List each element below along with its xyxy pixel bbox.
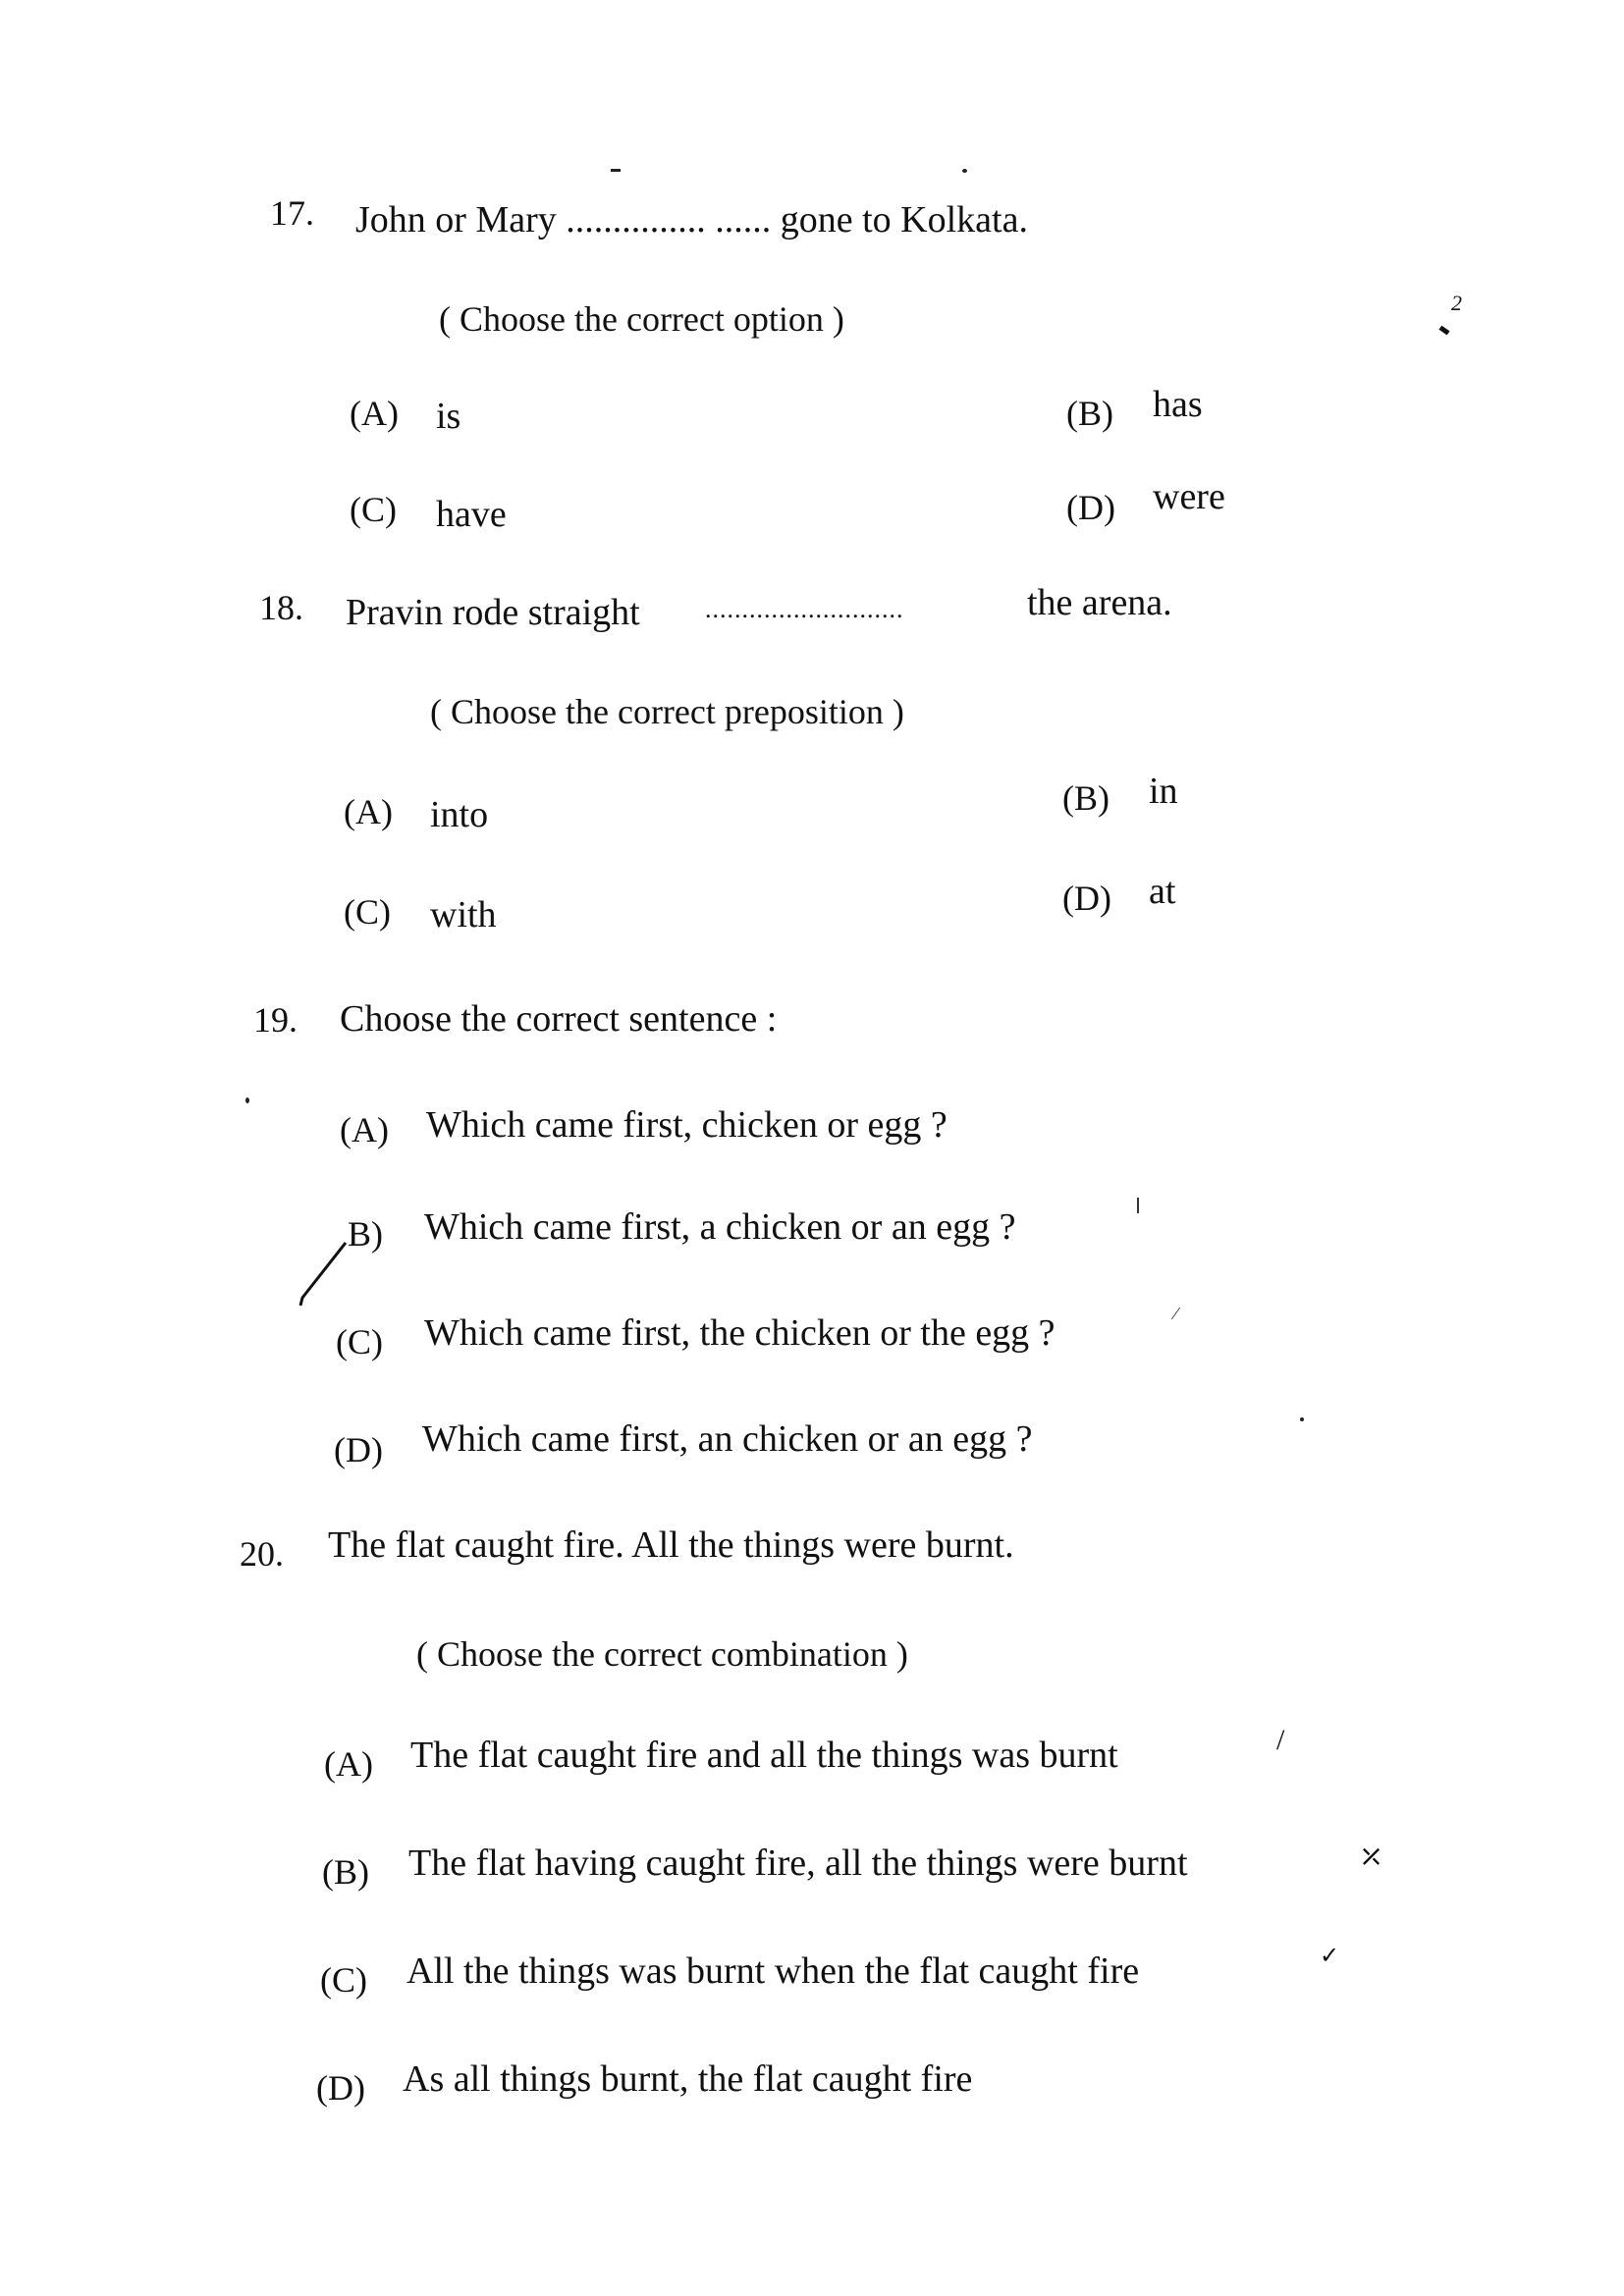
option-label: (B) <box>322 1852 369 1892</box>
handwritten-cross-icon: ⤫ <box>1359 1841 1384 1873</box>
pencil-mark: ⁄ <box>1174 1304 1178 1323</box>
option-text: with <box>430 894 497 935</box>
question-text: Choose the correct sentence : <box>340 998 778 1040</box>
option-label: (C) <box>344 892 391 932</box>
option-label: (A) <box>324 1744 373 1784</box>
question-number: 19. <box>253 1000 298 1040</box>
answer-blank: ........................... <box>705 595 904 623</box>
option-label: (A) <box>350 394 399 433</box>
pencil-mark <box>1137 1198 1139 1213</box>
option-label: (D) <box>1066 488 1115 527</box>
option-text: in <box>1149 771 1178 812</box>
option-text: The flat having caught fire, all the things were burnt <box>408 1842 1188 1884</box>
question-text-before: Pravin rode straight <box>346 592 640 633</box>
scan-speck <box>962 169 967 173</box>
option-text: The flat caught fire and all the things was burnt <box>410 1735 1118 1776</box>
option-text: has <box>1153 384 1203 425</box>
option-text: All the things was burnt when the flat caught fire <box>406 1950 1140 1992</box>
question-number: 20. <box>240 1534 284 1574</box>
option-text: Which came first, a chicken or an egg ? <box>424 1206 1016 1248</box>
option-text: into <box>430 794 489 835</box>
question-hint: ( Choose the correct preposition ) <box>430 692 904 731</box>
handwritten-tick-icon <box>1438 326 1449 336</box>
option-label: (B) <box>1062 778 1110 818</box>
question-hint: ( Choose the correct combination ) <box>416 1634 908 1674</box>
option-text: is <box>436 396 461 437</box>
question-text: The flat caught fire. All the things were burnt. <box>328 1524 1014 1566</box>
option-label: (C) <box>320 1960 367 2000</box>
question-number: 18. <box>259 588 303 627</box>
question-hint: ( Choose the correct option ) <box>439 299 844 339</box>
option-label: (D) <box>316 2068 365 2108</box>
scan-speck <box>245 1097 249 1103</box>
option-label: (A) <box>344 792 393 831</box>
option-text: Which came first, the chicken or the egg ? <box>424 1312 1056 1354</box>
scan-speck <box>1300 1417 1304 1421</box>
option-label: (B) <box>1066 394 1113 433</box>
handwritten-tick-icon <box>295 1239 353 1308</box>
option-text: were <box>1153 476 1225 517</box>
scan-speck <box>611 169 621 172</box>
option-text: Which came first, chicken or egg ? <box>426 1104 947 1146</box>
option-label: (C) <box>336 1322 383 1362</box>
handwritten-page-mark: 2 <box>1451 291 1462 315</box>
question-text: John or Mary ............... ...... gone to Kolkata. <box>355 199 1028 240</box>
option-label: (D) <box>1062 879 1111 918</box>
option-text: have <box>436 494 507 535</box>
option-label: (A) <box>340 1110 389 1149</box>
handwritten-tick-icon: ✓ <box>1320 1944 1340 1969</box>
option-label: (C) <box>350 490 397 529</box>
option-text: As all things burnt, the flat caught fire <box>403 2058 973 2100</box>
option-label: (D) <box>334 1430 383 1469</box>
option-label: B) <box>348 1214 383 1254</box>
handwritten-slash-icon: / <box>1276 1724 1285 1756</box>
option-text: Which came first, an chicken or an egg ? <box>422 1418 1033 1460</box>
option-text: at <box>1149 871 1176 912</box>
question-number: 17. <box>270 193 314 233</box>
question-text-after: the arena. <box>1027 582 1172 623</box>
